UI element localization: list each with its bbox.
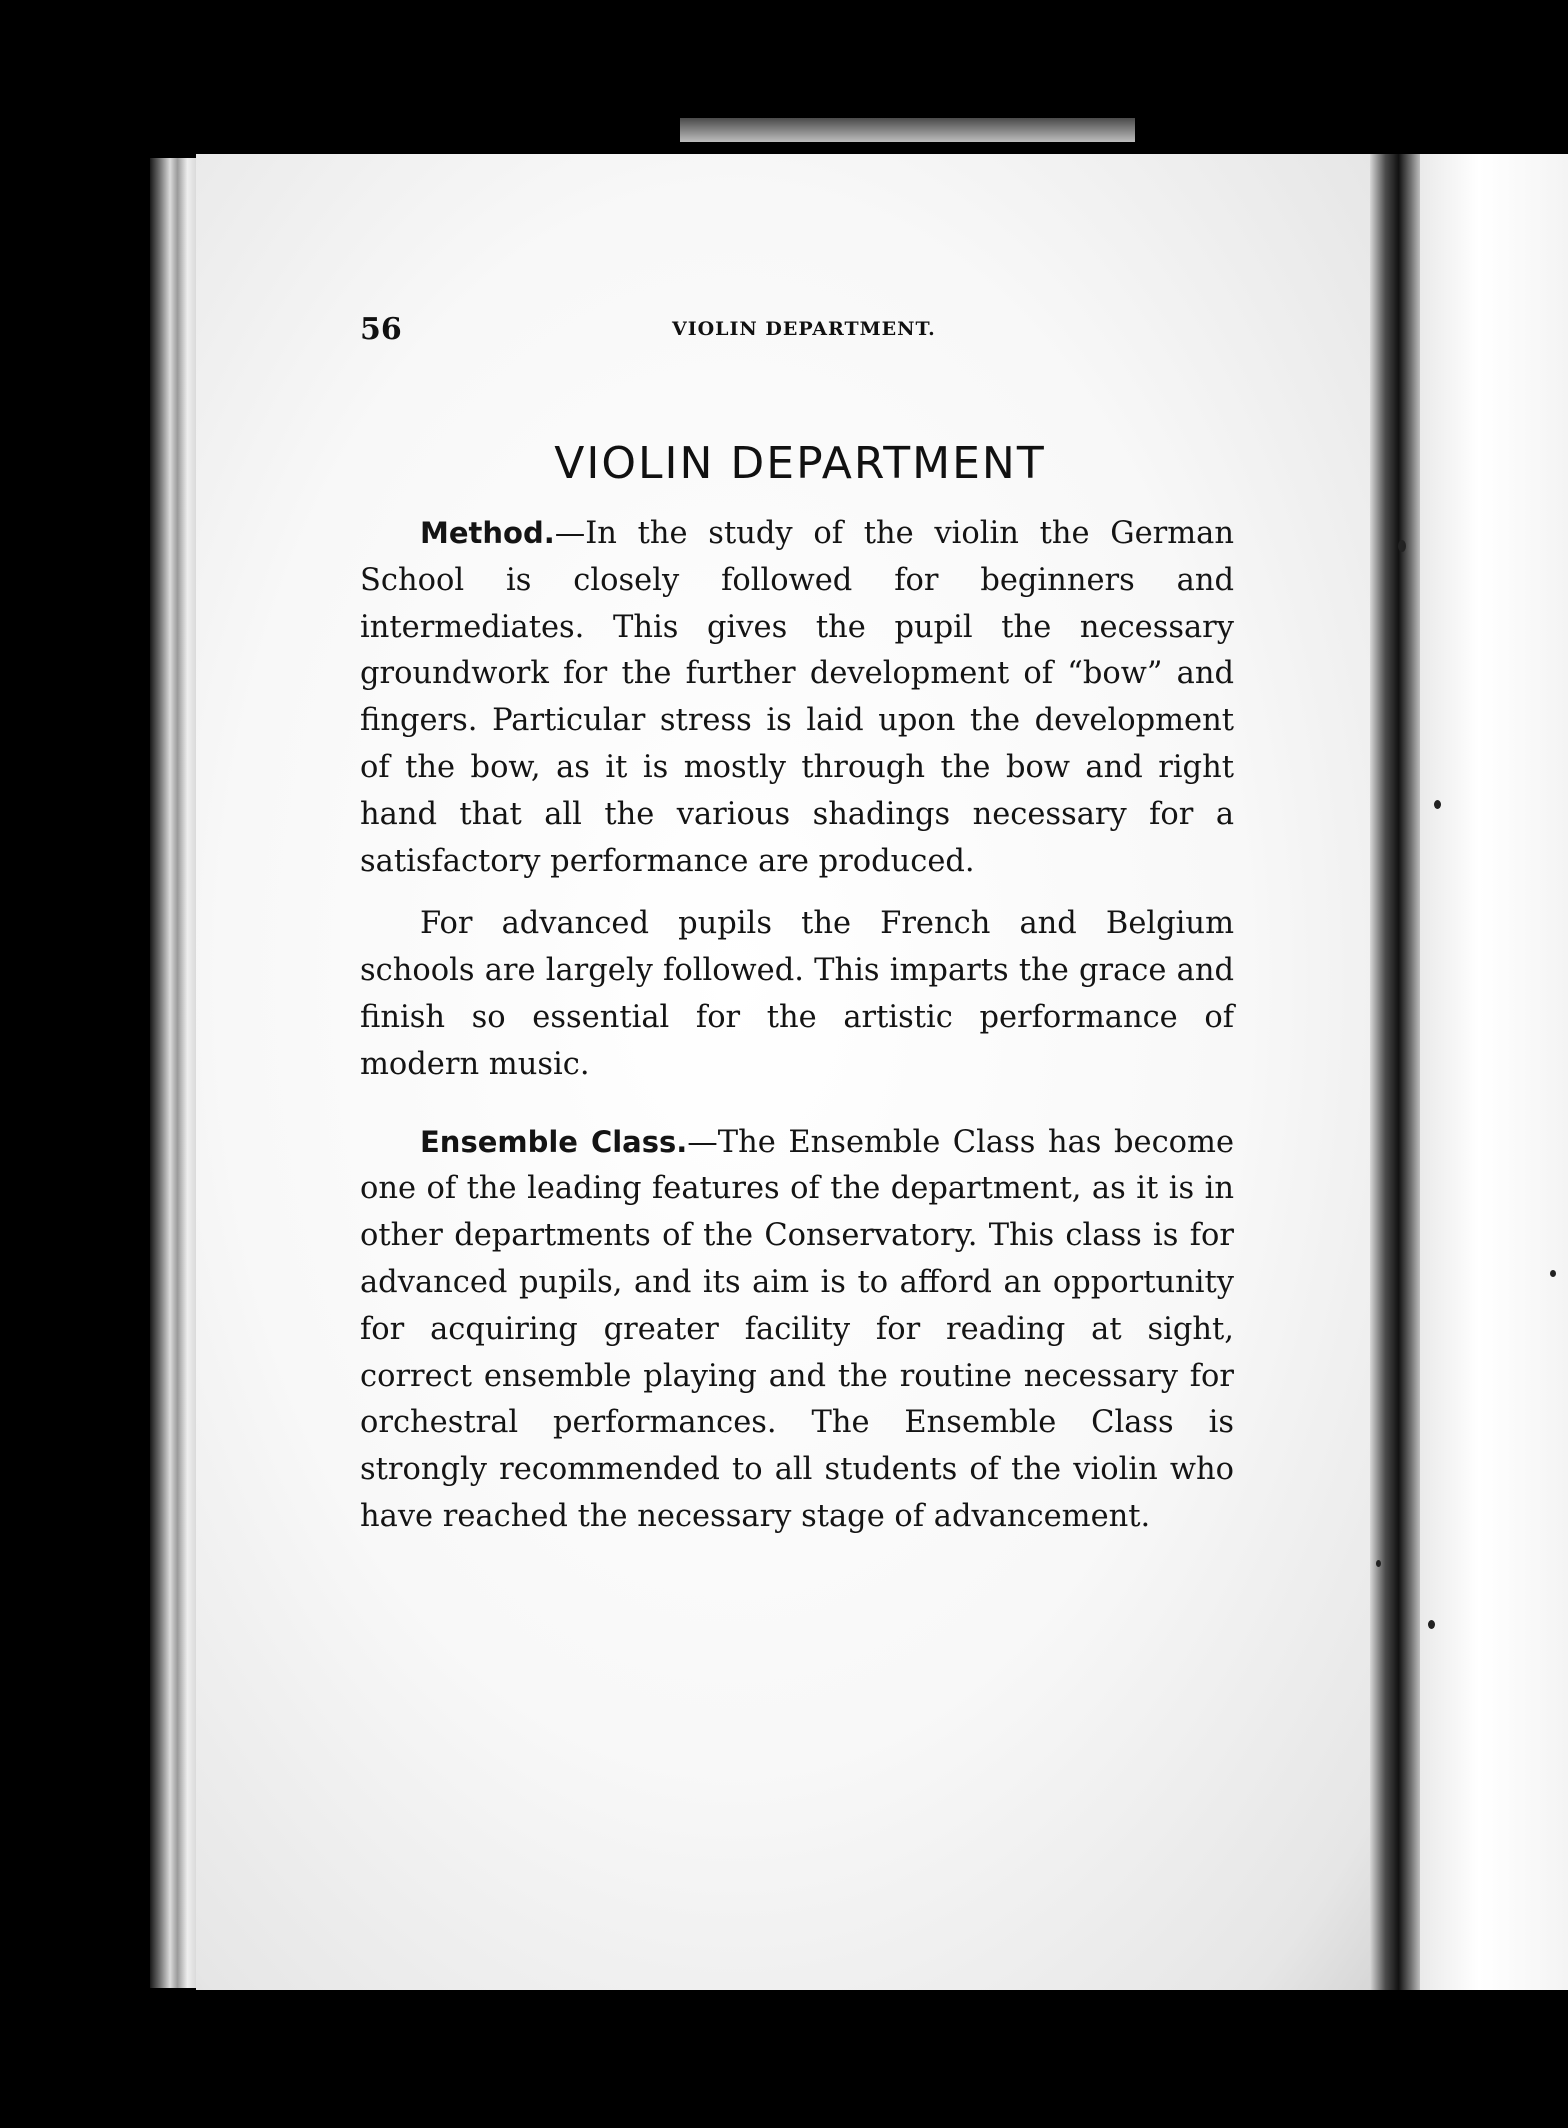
section-heading: VIOLIN DEPARTMENT	[554, 438, 1046, 489]
scan-speck	[1398, 540, 1406, 552]
scan-top-edge	[680, 118, 1135, 142]
page-number: 56	[360, 312, 402, 347]
scan-speck	[1428, 1620, 1435, 1629]
scan-speck	[1434, 800, 1441, 809]
paragraph-ensemble-class	[360, 1119, 1234, 1541]
running-title: VIOLIN DEPARTMENT.	[672, 318, 936, 340]
run-in-heading-ensemble: Ensemble Class.	[420, 1124, 688, 1159]
scan-speck	[1550, 1270, 1556, 1277]
book-spine-edge	[150, 158, 200, 1988]
scan-speck	[1376, 1560, 1381, 1567]
paragraph-advanced-pupils	[360, 901, 1234, 1088]
paragraph-text: For advanced pupils the French and Belgium schools are largely followed. This imparts the grace and finish so essential for the artistic performance of modern music.	[360, 906, 1234, 1082]
book-gutter	[1370, 154, 1422, 1990]
paragraph-text: —The Ensemble Class has become one of the leading features of the department, as it is in other departments of the Conservatory. This class is for advanced pupils, and its aim is to afford an opportunity for acquiring greater facility for reading at sight, correct ensemble playing and the routine necessary for orchestral performances. The Ensemble Class is strongly recommended to all students of the violin who have reached the necessary stage of advancement.	[360, 1124, 1234, 1534]
facing-page-edge	[1420, 154, 1568, 1990]
paragraph-method	[360, 510, 1234, 885]
running-header	[360, 312, 980, 352]
paragraph-text: —In the study of the violin the German School is closely followed for beginners and intermediates. This gives the pupil the necessary groundwork for the further development of “bow” and fingers. Particular stress is laid upon the development of the bow, as it is mostly through the bow and right hand that all the various shadings necessary for a satisfactory performance are produced.	[360, 516, 1234, 879]
body-text	[360, 510, 1234, 1541]
run-in-heading-method: Method.	[420, 516, 555, 550]
